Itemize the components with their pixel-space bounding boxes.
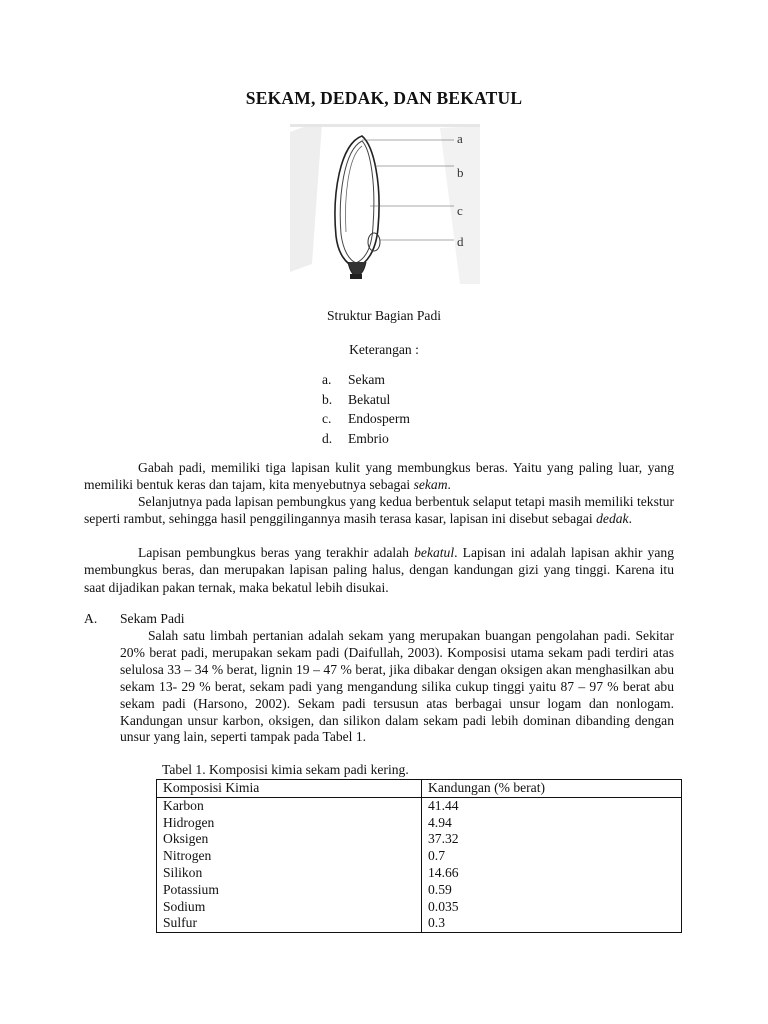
paragraph-bekatul <box>84 544 674 596</box>
scan-shadow <box>290 124 322 272</box>
table-cell: 14.66 <box>422 865 682 882</box>
paragraph-text: Lapisan pembungkus beras yang terakhir adalah <box>138 545 409 560</box>
legend-item <box>322 409 410 429</box>
label-c: c <box>457 203 463 218</box>
table-row <box>157 797 682 814</box>
table-row <box>157 848 682 865</box>
section-paragraph: Salah satu limbah pertanian adalah sekam yang merupakan buangan pengolahan padi. Sekitar 20% berat padi, merupakan sekam padi (Daifullah, 2003). Komposisi utama sekam padi terdiri atas selulosa 33 – 34 % berat, lignin 19 – 47 % berat, jika dibakar dengan oksigen akan menghasilkan abu sekam 13- 29 % berat, sekam padi yang mengandung silika cukup tinggi yaitu 87 – 97 % berat abu sekam padi (Harsono, 2002). Sekam padi tersusun atas berbagai unsur logam dan nonlogam. Kandungan unsur karbon, oksigen, dan silikon dalam sekam padi lebih dominan dibanding dengan unsur yang lain, seperti tampak pada Tabel 1. <box>120 628 674 745</box>
section-title: Sekam Padi <box>120 611 185 626</box>
husk-outline <box>335 136 379 268</box>
section-heading <box>84 611 185 627</box>
grain-base <box>348 262 366 276</box>
table-cell: 0.035 <box>422 899 682 916</box>
table-cell: Karbon <box>157 797 422 814</box>
emphasis-term: dedak <box>596 511 629 527</box>
label-a: a <box>457 131 463 146</box>
label-d: d <box>457 234 464 249</box>
legend-letter: c. <box>322 411 332 426</box>
table-cell: 4.94 <box>422 815 682 832</box>
table-cell: Potassium <box>157 882 422 899</box>
legend-item <box>322 390 410 410</box>
legend-letter: d. <box>322 430 333 446</box>
table-cell: Sulfur <box>157 915 422 932</box>
composition-table <box>156 779 682 933</box>
label-b: b <box>457 165 464 180</box>
legend-heading: Keterangan : <box>349 342 419 357</box>
paragraph-text: Selanjutnya pada lapisan pembungkus yang kedua berbentuk selaput tetapi masih memiliki tekstur seperti rambut, sehingga hasil penggilingannya masih terasa kasar, lapisan ini disebut sebagai <box>84 494 674 527</box>
legend-item <box>322 429 410 449</box>
table-cell: Sodium <box>157 899 422 916</box>
legend-label: Sekam <box>348 372 385 387</box>
legend-letter: b. <box>322 391 333 407</box>
table-caption: Tabel 1. Komposisi kimia sekam padi kering. <box>162 762 409 777</box>
legend-list <box>322 370 410 448</box>
table-row <box>157 915 682 932</box>
table-cell: 37.32 <box>422 831 682 848</box>
table-cell: 41.44 <box>422 797 682 814</box>
document-title: SEKAM, DEDAK, DAN BEKATUL <box>245 88 523 108</box>
legend-letter: a. <box>322 372 332 387</box>
table-row <box>157 882 682 899</box>
table-row <box>157 815 682 832</box>
paragraph-text: Gabah padi, memiliki tiga lapisan kulit yang membungkus beras. Yaitu yang paling luar, yang memiliki bentuk keras dan tajam, kita menyebutnya sebagai <box>84 460 674 493</box>
table-cell: 0.59 <box>422 882 682 899</box>
paragraph-text: . Lapisan ini adalah lapisan akhir yang membungkus beras, dan merupakan lapisan paling halus, dengan kandungan gizi yang tinggi. Karena itu saat dijadikan pakan ternak, maka bekatul lebih disukai. <box>84 545 674 595</box>
table-cell: 0.3 <box>422 915 682 932</box>
rice-grain-diagram <box>290 124 480 286</box>
emphasis-term: bekatul <box>414 545 455 560</box>
legend-label: Embrio <box>348 430 389 446</box>
table-cell: Nitrogen <box>157 848 422 865</box>
emphasis-term: sekam <box>413 477 448 493</box>
section-number: A. <box>84 611 98 626</box>
column-header: Komposisi Kimia <box>157 780 422 798</box>
legend-item <box>322 370 410 390</box>
table-row <box>157 899 682 916</box>
figure-caption: Struktur Bagian Padi <box>326 308 442 323</box>
legend-label: Endosperm <box>348 411 410 426</box>
table-cell: Oksigen <box>157 831 422 848</box>
table-row <box>157 865 682 882</box>
paragraph-sekam: Gabah padi, memiliki tiga lapisan kulit yang membungkus beras. Yaitu yang paling luar, yang memiliki bentuk keras dan tajam, kita menyebutnya sebagai sekam. <box>84 460 674 493</box>
table-header-row <box>157 780 682 798</box>
legend-label: Bekatul <box>348 391 391 407</box>
table-cell: Silikon <box>157 865 422 882</box>
table-row <box>157 831 682 848</box>
column-header: Kandungan (% berat) <box>422 780 682 798</box>
table-cell: Hidrogen <box>157 815 422 832</box>
paragraph-dedak: Selanjutnya pada lapisan pembungkus yang kedua berbentuk selaput tetapi masih memiliki tekstur seperti rambut, sehingga hasil penggilingannya masih terasa kasar, lapisan ini disebut sebagai dedak. <box>84 494 674 527</box>
bran-outline <box>340 141 374 263</box>
table-cell: 0.7 <box>422 848 682 865</box>
